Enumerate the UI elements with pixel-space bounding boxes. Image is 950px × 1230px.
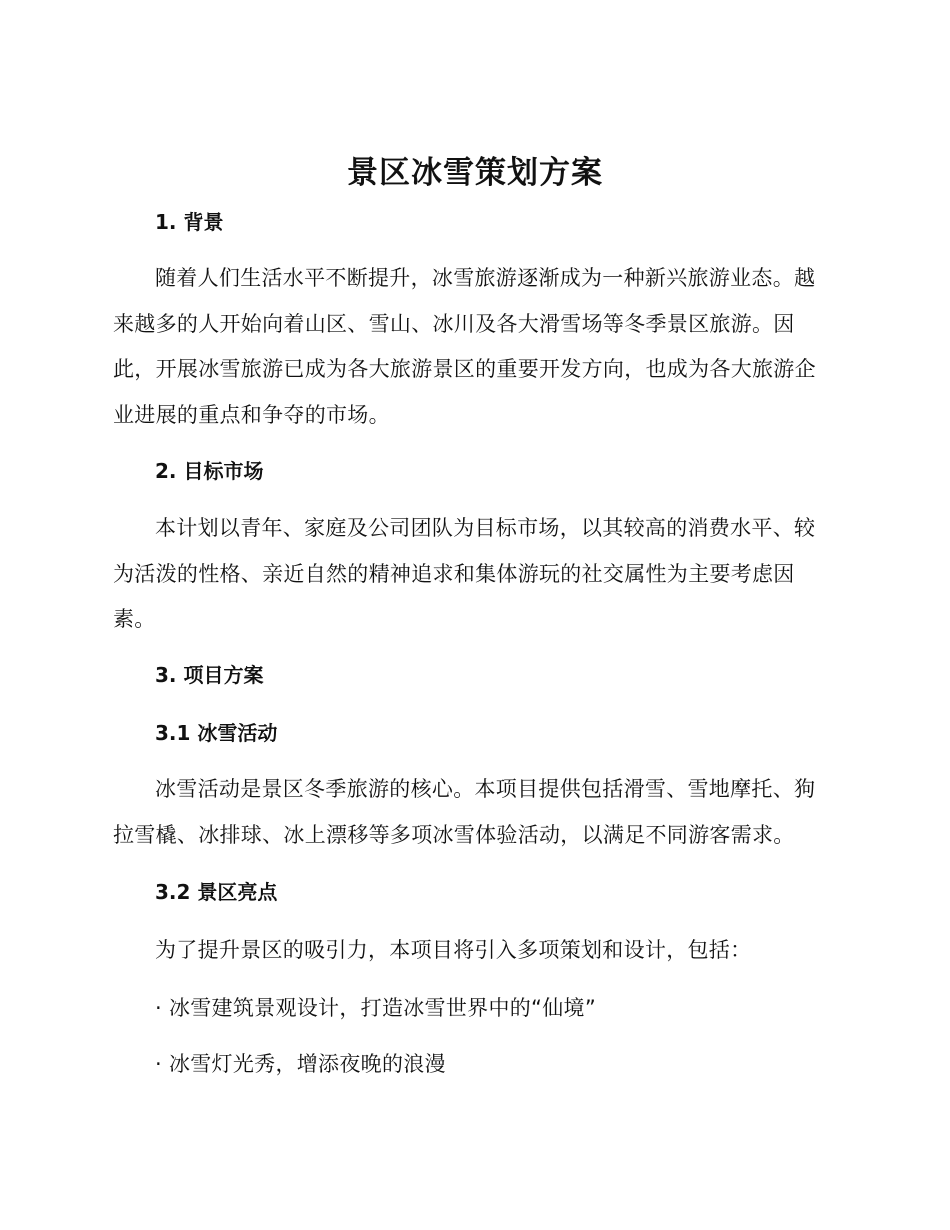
- list-item: · 冰雪灯光秀，增添夜晚的浪漫: [155, 1052, 446, 1076]
- list-item: · 冰雪建筑景观设计，打造冰雪世界中的“仙境”: [155, 996, 597, 1020]
- section-heading-target-market: 2. 目标市场: [155, 459, 264, 483]
- subsection-heading-highlights: 3.2 景区亮点: [155, 880, 278, 904]
- paragraph-activities: 冰雪活动是景区冬季旅游的核心。本项目提供包括滑雪、雪地摩托、狗拉雪橇、冰排球、冰上漂移等多项冰雪体验活动，以满足不同游客需求。: [113, 777, 816, 847]
- subsection-heading-activities: 3.1 冰雪活动: [155, 721, 278, 745]
- paragraph-background: 随着人们生活水平不断提升，冰雪旅游逐渐成为一种新兴旅游业态。越来越多的人开始向着山区、雪山、冰川及各大滑雪场等冬季景区旅游。因此，开展冰雪旅游已成为各大旅游景区的重要开发方向，也成为各大旅游企业进展的重点和争夺的市场。: [113, 266, 816, 427]
- document-title: 景区冰雪策划方案: [347, 155, 603, 191]
- paragraph-target-market: 本计划以青年、家庭及公司团队为目标市场，以其较高的消费水平、较为活泼的性格、亲近自然的精神追求和集体游玩的社交属性为主要考虑因素。: [113, 516, 816, 631]
- section-heading-project-plan: 3. 项目方案: [155, 663, 264, 687]
- paragraph-highlights-intro: 为了提升景区的吸引力，本项目将引入多项策划和设计，包括：: [155, 938, 752, 962]
- section-heading-background: 1. 背景: [155, 210, 224, 234]
